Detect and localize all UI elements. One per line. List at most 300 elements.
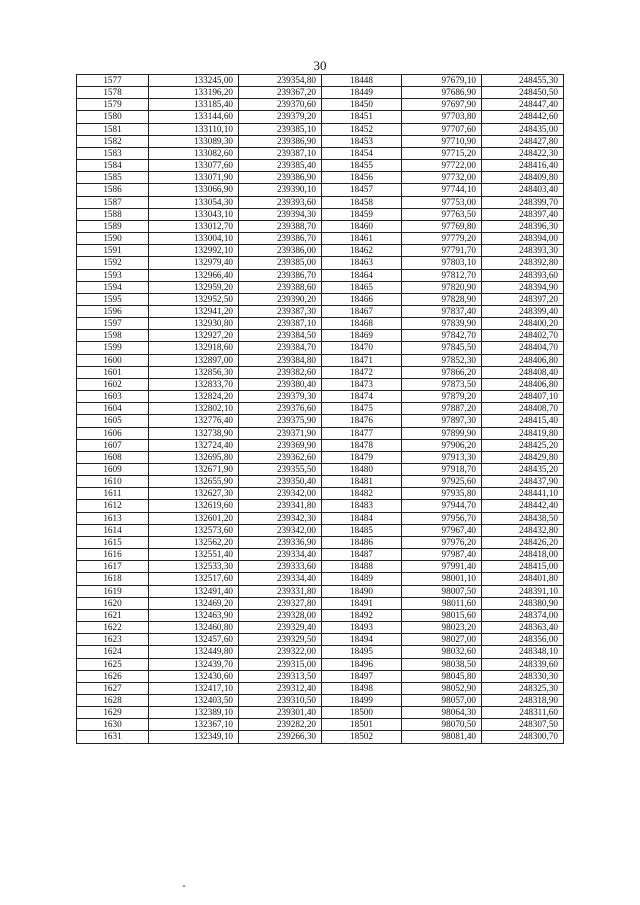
point-number-right-cell: 18467: [322, 305, 402, 317]
y-coordinate-left-cell: 239370,60: [239, 99, 322, 111]
y-coordinate-right-cell: 248408,70: [482, 403, 564, 415]
point-number-left-cell: 1586: [77, 184, 149, 196]
table-row: [77, 646, 564, 658]
point-number-right-cell: 18475: [322, 403, 402, 415]
table-row: [77, 561, 564, 573]
x-coordinate-left-cell: 132655,90: [149, 476, 239, 488]
y-coordinate-left-cell: 239334,40: [239, 573, 322, 585]
x-coordinate-right-cell: 97991,40: [402, 561, 482, 573]
y-coordinate-right-cell: 248438,50: [482, 512, 564, 524]
point-number-right-cell: 18501: [322, 719, 402, 731]
point-number-left-cell: 1590: [77, 233, 149, 245]
point-number-right-cell: 18450: [322, 99, 402, 111]
point-number-left-cell: 1619: [77, 585, 149, 597]
point-number-left-cell: 1589: [77, 220, 149, 232]
y-coordinate-left-cell: 239329,50: [239, 634, 322, 646]
point-number-left-cell: 1594: [77, 281, 149, 293]
point-number-left-cell: 1621: [77, 609, 149, 621]
y-coordinate-right-cell: 248450,50: [482, 87, 564, 99]
y-coordinate-right-cell: 248408,40: [482, 366, 564, 378]
x-coordinate-right-cell: 98064,30: [402, 707, 482, 719]
point-number-left-cell: 1629: [77, 707, 149, 719]
y-coordinate-right-cell: 248409,80: [482, 172, 564, 184]
point-number-right-cell: 18460: [322, 220, 402, 232]
x-coordinate-left-cell: 132952,50: [149, 293, 239, 305]
point-number-right-cell: 18471: [322, 354, 402, 366]
y-coordinate-left-cell: 239385,40: [239, 160, 322, 172]
y-coordinate-left-cell: 239367,20: [239, 87, 322, 99]
y-coordinate-left-cell: 239355,50: [239, 464, 322, 476]
y-coordinate-right-cell: 248404,70: [482, 342, 564, 354]
point-number-left-cell: 1577: [77, 75, 149, 87]
point-number-left-cell: 1578: [77, 87, 149, 99]
x-coordinate-right-cell: 98023,20: [402, 622, 482, 634]
x-coordinate-right-cell: 97779,20: [402, 233, 482, 245]
point-number-right-cell: 18489: [322, 573, 402, 585]
x-coordinate-left-cell: 132776,40: [149, 415, 239, 427]
x-coordinate-right-cell: 97842,70: [402, 330, 482, 342]
x-coordinate-left-cell: 133089,30: [149, 135, 239, 147]
y-coordinate-right-cell: 248455,30: [482, 75, 564, 87]
x-coordinate-right-cell: 97707,60: [402, 123, 482, 135]
point-number-right-cell: 18462: [322, 245, 402, 257]
x-coordinate-right-cell: 97879,20: [402, 391, 482, 403]
coordinates-table: [76, 74, 564, 744]
y-coordinate-left-cell: 239386,00: [239, 245, 322, 257]
point-number-right-cell: 18493: [322, 622, 402, 634]
y-coordinate-right-cell: 248348,10: [482, 646, 564, 658]
y-coordinate-right-cell: 248356,00: [482, 634, 564, 646]
y-coordinate-right-cell: 248339,60: [482, 658, 564, 670]
x-coordinate-right-cell: 97820,90: [402, 281, 482, 293]
table-row: [77, 135, 564, 147]
x-coordinate-left-cell: 132941,20: [149, 305, 239, 317]
table-row: [77, 731, 564, 743]
y-coordinate-right-cell: 248442,60: [482, 111, 564, 123]
x-coordinate-right-cell: 97732,00: [402, 172, 482, 184]
point-number-left-cell: 1623: [77, 634, 149, 646]
y-coordinate-right-cell: 248325,30: [482, 682, 564, 694]
y-coordinate-left-cell: 239354,80: [239, 75, 322, 87]
x-coordinate-right-cell: 97710,90: [402, 135, 482, 147]
x-coordinate-left-cell: 132469,20: [149, 597, 239, 609]
point-number-left-cell: 1591: [77, 245, 149, 257]
x-coordinate-left-cell: 132430,60: [149, 670, 239, 682]
y-coordinate-right-cell: 248437,90: [482, 476, 564, 488]
y-coordinate-right-cell: 248407,10: [482, 391, 564, 403]
table-row: [77, 99, 564, 111]
point-number-left-cell: 1618: [77, 573, 149, 585]
x-coordinate-right-cell: 97956,70: [402, 512, 482, 524]
x-coordinate-left-cell: 132491,40: [149, 585, 239, 597]
x-coordinate-right-cell: 98015,60: [402, 609, 482, 621]
y-coordinate-right-cell: 248397,40: [482, 208, 564, 220]
table-row: [77, 123, 564, 135]
y-coordinate-left-cell: 239282,20: [239, 719, 322, 731]
y-coordinate-left-cell: 239341,80: [239, 500, 322, 512]
y-coordinate-right-cell: 248396,30: [482, 220, 564, 232]
y-coordinate-left-cell: 239384,50: [239, 330, 322, 342]
y-coordinate-left-cell: 239388,60: [239, 281, 322, 293]
point-number-left-cell: 1631: [77, 731, 149, 743]
table-row: [77, 634, 564, 646]
table-row: [77, 342, 564, 354]
point-number-right-cell: 18454: [322, 147, 402, 159]
point-number-right-cell: 18469: [322, 330, 402, 342]
coordinates-table-body: [77, 75, 564, 744]
x-coordinate-right-cell: 97899,90: [402, 427, 482, 439]
y-coordinate-left-cell: 239385,10: [239, 123, 322, 135]
point-number-right-cell: 18448: [322, 75, 402, 87]
point-number-right-cell: 18453: [322, 135, 402, 147]
table-row: [77, 427, 564, 439]
table-row: [77, 403, 564, 415]
y-coordinate-left-cell: 239375,90: [239, 415, 322, 427]
point-number-left-cell: 1612: [77, 500, 149, 512]
y-coordinate-right-cell: 248403,40: [482, 184, 564, 196]
point-number-left-cell: 1617: [77, 561, 149, 573]
x-coordinate-left-cell: 133110,10: [149, 123, 239, 135]
point-number-right-cell: 18481: [322, 476, 402, 488]
x-coordinate-right-cell: 98011,60: [402, 597, 482, 609]
table-row: [77, 464, 564, 476]
y-coordinate-left-cell: 239382,60: [239, 366, 322, 378]
y-coordinate-left-cell: 239329,40: [239, 622, 322, 634]
point-number-right-cell: 18486: [322, 536, 402, 548]
point-number-left-cell: 1628: [77, 694, 149, 706]
y-coordinate-left-cell: 239301,40: [239, 707, 322, 719]
point-number-right-cell: 18451: [322, 111, 402, 123]
x-coordinate-left-cell: 133185,40: [149, 99, 239, 111]
x-coordinate-left-cell: 132966,40: [149, 269, 239, 281]
table-row: [77, 597, 564, 609]
table-row: [77, 476, 564, 488]
y-coordinate-right-cell: 248447,40: [482, 99, 564, 111]
scan-speck: [183, 885, 185, 887]
x-coordinate-right-cell: 98045,80: [402, 670, 482, 682]
x-coordinate-left-cell: 132389,10: [149, 707, 239, 719]
point-number-right-cell: 18452: [322, 123, 402, 135]
point-number-left-cell: 1604: [77, 403, 149, 415]
table-row: [77, 281, 564, 293]
y-coordinate-right-cell: 248394,90: [482, 281, 564, 293]
x-coordinate-right-cell: 97679,10: [402, 75, 482, 87]
table-row: [77, 524, 564, 536]
y-coordinate-left-cell: 239312,40: [239, 682, 322, 694]
table-row: [77, 208, 564, 220]
point-number-left-cell: 1600: [77, 354, 149, 366]
point-number-left-cell: 1625: [77, 658, 149, 670]
x-coordinate-right-cell: 97845,50: [402, 342, 482, 354]
x-coordinate-right-cell: 98038,50: [402, 658, 482, 670]
point-number-left-cell: 1587: [77, 196, 149, 208]
y-coordinate-left-cell: 239388,70: [239, 220, 322, 232]
table-row: [77, 658, 564, 670]
y-coordinate-left-cell: 239322,00: [239, 646, 322, 658]
point-number-left-cell: 1582: [77, 135, 149, 147]
point-number-left-cell: 1613: [77, 512, 149, 524]
x-coordinate-left-cell: 132463,90: [149, 609, 239, 621]
table-row: [77, 622, 564, 634]
y-coordinate-right-cell: 248425,20: [482, 439, 564, 451]
y-coordinate-left-cell: 239310,50: [239, 694, 322, 706]
y-coordinate-right-cell: 248311,60: [482, 707, 564, 719]
y-coordinate-right-cell: 248400,20: [482, 318, 564, 330]
x-coordinate-left-cell: 133066,90: [149, 184, 239, 196]
x-coordinate-left-cell: 132349,10: [149, 731, 239, 743]
point-number-left-cell: 1598: [77, 330, 149, 342]
table-row: [77, 391, 564, 403]
y-coordinate-right-cell: 248406,80: [482, 378, 564, 390]
y-coordinate-left-cell: 239394,30: [239, 208, 322, 220]
y-coordinate-left-cell: 239386,70: [239, 233, 322, 245]
x-coordinate-right-cell: 97803,10: [402, 257, 482, 269]
y-coordinate-right-cell: 248330,30: [482, 670, 564, 682]
point-number-right-cell: 18494: [322, 634, 402, 646]
x-coordinate-right-cell: 97839,90: [402, 318, 482, 330]
x-coordinate-left-cell: 133245,00: [149, 75, 239, 87]
x-coordinate-left-cell: 132856,30: [149, 366, 239, 378]
x-coordinate-left-cell: 132824,20: [149, 391, 239, 403]
point-number-left-cell: 1624: [77, 646, 149, 658]
x-coordinate-left-cell: 132417,10: [149, 682, 239, 694]
table-row: [77, 719, 564, 731]
y-coordinate-left-cell: 239342,30: [239, 512, 322, 524]
x-coordinate-left-cell: 133012,70: [149, 220, 239, 232]
x-coordinate-right-cell: 97744,10: [402, 184, 482, 196]
x-coordinate-left-cell: 132562,20: [149, 536, 239, 548]
table-row: [77, 366, 564, 378]
y-coordinate-right-cell: 248397,20: [482, 293, 564, 305]
x-coordinate-right-cell: 97976,20: [402, 536, 482, 548]
page-number: 30: [313, 58, 327, 73]
point-number-right-cell: 18470: [322, 342, 402, 354]
y-coordinate-right-cell: 248300,70: [482, 731, 564, 743]
y-coordinate-right-cell: 248435,00: [482, 123, 564, 135]
point-number-left-cell: 1615: [77, 536, 149, 548]
point-number-right-cell: 18492: [322, 609, 402, 621]
point-number-right-cell: 18497: [322, 670, 402, 682]
y-coordinate-left-cell: 239385,00: [239, 257, 322, 269]
y-coordinate-right-cell: 248406,80: [482, 354, 564, 366]
y-coordinate-right-cell: 248391,10: [482, 585, 564, 597]
x-coordinate-left-cell: 132627,30: [149, 488, 239, 500]
point-number-left-cell: 1610: [77, 476, 149, 488]
x-coordinate-left-cell: 132601,20: [149, 512, 239, 524]
y-coordinate-right-cell: 248393,30: [482, 245, 564, 257]
point-number-right-cell: 18465: [322, 281, 402, 293]
y-coordinate-left-cell: 239387,30: [239, 305, 322, 317]
y-coordinate-right-cell: 248422,30: [482, 147, 564, 159]
y-coordinate-left-cell: 239342,00: [239, 488, 322, 500]
table-row: [77, 378, 564, 390]
point-number-right-cell: 18472: [322, 366, 402, 378]
table-row: [77, 585, 564, 597]
point-number-left-cell: 1599: [77, 342, 149, 354]
x-coordinate-right-cell: 97763,50: [402, 208, 482, 220]
y-coordinate-left-cell: 239386,90: [239, 172, 322, 184]
point-number-left-cell: 1601: [77, 366, 149, 378]
y-coordinate-left-cell: 239390,10: [239, 184, 322, 196]
point-number-left-cell: 1595: [77, 293, 149, 305]
table-row: [77, 536, 564, 548]
y-coordinate-right-cell: 248427,80: [482, 135, 564, 147]
table-row: [77, 257, 564, 269]
y-coordinate-left-cell: 239390,20: [239, 293, 322, 305]
x-coordinate-right-cell: 97873,50: [402, 378, 482, 390]
point-number-left-cell: 1614: [77, 524, 149, 536]
x-coordinate-left-cell: 132457,60: [149, 634, 239, 646]
y-coordinate-left-cell: 239384,70: [239, 342, 322, 354]
table-row: [77, 160, 564, 172]
x-coordinate-right-cell: 97715,20: [402, 147, 482, 159]
y-coordinate-left-cell: 239350,40: [239, 476, 322, 488]
point-number-right-cell: 18466: [322, 293, 402, 305]
y-coordinate-left-cell: 239315,00: [239, 658, 322, 670]
point-number-right-cell: 18477: [322, 427, 402, 439]
point-number-left-cell: 1606: [77, 427, 149, 439]
y-coordinate-right-cell: 248442,40: [482, 500, 564, 512]
x-coordinate-right-cell: 98070,50: [402, 719, 482, 731]
x-coordinate-left-cell: 133071,90: [149, 172, 239, 184]
point-number-right-cell: 18500: [322, 707, 402, 719]
y-coordinate-left-cell: 239376,60: [239, 403, 322, 415]
x-coordinate-left-cell: 132930,80: [149, 318, 239, 330]
x-coordinate-left-cell: 132695,80: [149, 451, 239, 463]
x-coordinate-left-cell: 132724,40: [149, 439, 239, 451]
table-row: [77, 87, 564, 99]
point-number-right-cell: 18487: [322, 549, 402, 561]
x-coordinate-right-cell: 97852,30: [402, 354, 482, 366]
table-row: [77, 147, 564, 159]
y-coordinate-right-cell: 248418,00: [482, 549, 564, 561]
x-coordinate-right-cell: 97791,70: [402, 245, 482, 257]
point-number-right-cell: 18485: [322, 524, 402, 536]
x-coordinate-left-cell: 132671,90: [149, 464, 239, 476]
x-coordinate-left-cell: 132802,10: [149, 403, 239, 415]
point-number-right-cell: 18490: [322, 585, 402, 597]
point-number-right-cell: 18468: [322, 318, 402, 330]
y-coordinate-left-cell: 239384,80: [239, 354, 322, 366]
y-coordinate-right-cell: 248363,40: [482, 622, 564, 634]
point-number-right-cell: 18498: [322, 682, 402, 694]
y-coordinate-right-cell: 248429,80: [482, 451, 564, 463]
point-number-left-cell: 1605: [77, 415, 149, 427]
x-coordinate-left-cell: 132533,30: [149, 561, 239, 573]
point-number-left-cell: 1579: [77, 99, 149, 111]
point-number-right-cell: 18482: [322, 488, 402, 500]
y-coordinate-right-cell: 248374,00: [482, 609, 564, 621]
table-row: [77, 682, 564, 694]
x-coordinate-right-cell: 97828,90: [402, 293, 482, 305]
y-coordinate-left-cell: 239387,10: [239, 318, 322, 330]
x-coordinate-right-cell: 97887,20: [402, 403, 482, 415]
x-coordinate-left-cell: 132959,20: [149, 281, 239, 293]
y-coordinate-right-cell: 248399,40: [482, 305, 564, 317]
x-coordinate-left-cell: 133054,30: [149, 196, 239, 208]
x-coordinate-right-cell: 97703,80: [402, 111, 482, 123]
x-coordinate-right-cell: 97918,70: [402, 464, 482, 476]
x-coordinate-right-cell: 97944,70: [402, 500, 482, 512]
y-coordinate-left-cell: 239380,40: [239, 378, 322, 390]
x-coordinate-right-cell: 98001,10: [402, 573, 482, 585]
table-row: [77, 670, 564, 682]
table-row: [77, 196, 564, 208]
point-number-left-cell: 1620: [77, 597, 149, 609]
table-row: [77, 488, 564, 500]
y-coordinate-right-cell: 248399,70: [482, 196, 564, 208]
x-coordinate-right-cell: 98057,00: [402, 694, 482, 706]
table-row: [77, 354, 564, 366]
y-coordinate-left-cell: 239386,90: [239, 135, 322, 147]
x-coordinate-right-cell: 97686,90: [402, 87, 482, 99]
point-number-right-cell: 18456: [322, 172, 402, 184]
x-coordinate-left-cell: 132918,60: [149, 342, 239, 354]
point-number-right-cell: 18480: [322, 464, 402, 476]
point-number-left-cell: 1607: [77, 439, 149, 451]
point-number-left-cell: 1593: [77, 269, 149, 281]
point-number-right-cell: 18455: [322, 160, 402, 172]
point-number-left-cell: 1581: [77, 123, 149, 135]
x-coordinate-left-cell: 132992,10: [149, 245, 239, 257]
point-number-right-cell: 18449: [322, 87, 402, 99]
y-coordinate-right-cell: 248394,00: [482, 233, 564, 245]
point-number-right-cell: 18484: [322, 512, 402, 524]
table-row: [77, 707, 564, 719]
point-number-left-cell: 1622: [77, 622, 149, 634]
y-coordinate-left-cell: 239371,90: [239, 427, 322, 439]
x-coordinate-right-cell: 97913,30: [402, 451, 482, 463]
y-coordinate-right-cell: 248380,90: [482, 597, 564, 609]
y-coordinate-left-cell: 239331,80: [239, 585, 322, 597]
x-coordinate-right-cell: 97722,00: [402, 160, 482, 172]
y-coordinate-right-cell: 248435,20: [482, 464, 564, 476]
y-coordinate-left-cell: 239327,80: [239, 597, 322, 609]
table-row: [77, 75, 564, 87]
x-coordinate-right-cell: 97866,20: [402, 366, 482, 378]
table-row: [77, 293, 564, 305]
table-row: [77, 549, 564, 561]
table-row: [77, 184, 564, 196]
table-row: [77, 330, 564, 342]
table-row: [77, 512, 564, 524]
point-number-left-cell: 1596: [77, 305, 149, 317]
point-number-right-cell: 18479: [322, 451, 402, 463]
x-coordinate-right-cell: 98032,60: [402, 646, 482, 658]
point-number-right-cell: 18495: [322, 646, 402, 658]
y-coordinate-right-cell: 248392,80: [482, 257, 564, 269]
y-coordinate-left-cell: 239379,20: [239, 111, 322, 123]
x-coordinate-right-cell: 97906,20: [402, 439, 482, 451]
x-coordinate-left-cell: 133077,60: [149, 160, 239, 172]
x-coordinate-right-cell: 97812,70: [402, 269, 482, 281]
x-coordinate-left-cell: 133004,10: [149, 233, 239, 245]
point-number-left-cell: 1585: [77, 172, 149, 184]
point-number-right-cell: 18496: [322, 658, 402, 670]
point-number-left-cell: 1609: [77, 464, 149, 476]
x-coordinate-left-cell: 132439,70: [149, 658, 239, 670]
table-row: [77, 500, 564, 512]
y-coordinate-left-cell: 239333,60: [239, 561, 322, 573]
point-number-right-cell: 18458: [322, 196, 402, 208]
x-coordinate-right-cell: 97697,90: [402, 99, 482, 111]
x-coordinate-left-cell: 133196,20: [149, 87, 239, 99]
table-row: [77, 415, 564, 427]
point-number-right-cell: 18464: [322, 269, 402, 281]
point-number-right-cell: 18473: [322, 378, 402, 390]
x-coordinate-left-cell: 133144,60: [149, 111, 239, 123]
point-number-left-cell: 1588: [77, 208, 149, 220]
